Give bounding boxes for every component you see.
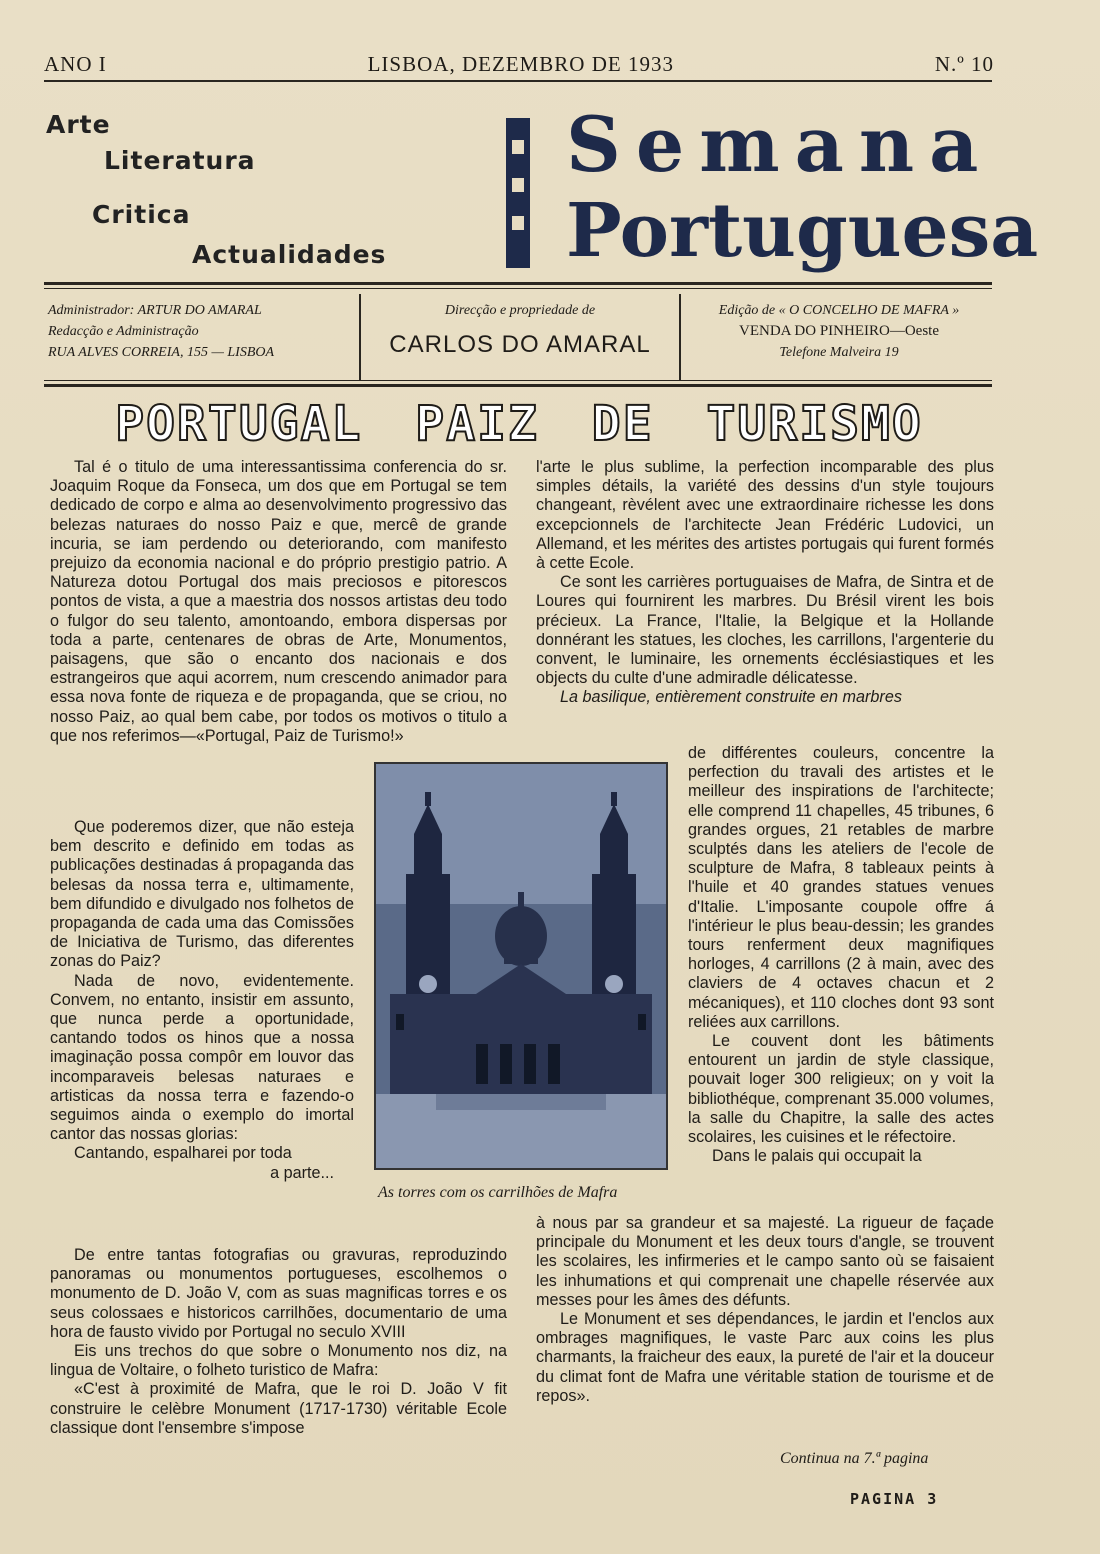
left-paragraph-6: Eis uns trechos do que sobre o Monumento nos diz, na lingua de Voltaire, o folheto turistico de Mafra: <box>50 1342 507 1380</box>
right-column-narrow <box>688 744 994 1166</box>
place-date: LISBOA, DEZEMBRO DE 1933 <box>367 52 674 76</box>
credits-divider-2 <box>679 294 681 380</box>
mafra-palace-image <box>376 764 666 1168</box>
issue-header <box>44 52 994 77</box>
masthead-rule-thin <box>44 288 992 289</box>
edition-phone: Telefone Malveira 19 <box>779 345 899 360</box>
direction-line: Direcção e propriedade de <box>444 303 596 318</box>
right-paragraph-5-start: Dans le palais qui occupait la <box>712 1147 922 1166</box>
header-rule <box>44 80 992 82</box>
category-literatura: Literatura <box>104 146 256 175</box>
right-paragraph-6: Le Monument et ses dépendances, le jardin et l'enclos aux ombrages magnifiques, le vaste Parc aux coins les plus charmants, la fraicheur des eaux, la pureté de l'air et la douceur du climat font de Mafra une véritable station de tourisme et de repos». <box>536 1310 994 1405</box>
issue-number: N.º 10 <box>934 52 994 76</box>
left-paragraph-2: Que poderemos dizer, que não esteja bem descrito e definido em todas as publicações destinadas á propaganda das belesas da nossa terra e, ultimamente, bem difundido e divulgado nos folhetos de propaganda de cada uma das Comissões de Iniciativa de Turismo, das diferentes zonas do Paiz? <box>50 818 354 971</box>
masthead-ornament-bar <box>506 118 530 268</box>
article-headline: PORTUGAL PAIZ DE TURISMO <box>115 396 923 452</box>
administrator-line: Administrador: ARTUR DO AMARAL <box>48 303 262 318</box>
left-column-bottom <box>50 1246 507 1438</box>
address-line: RUA ALVES CORREIA, 155 — LISBOA <box>48 345 275 360</box>
credits-administration <box>48 300 353 363</box>
right-paragraph-3-cont: de différentes couleurs, concentre la perfection du travali des artistes et le meilleur des inspirations de l'architecte; elle comprend 11 chapelles, 45 tribunes, 6 grandes orgues, 21 retables de marbre sculptés dans les ateliers de l'ecole de sculpture de Mafra, 8 tableaux peints à l'huile et 40 grandes statues venues d'Italie. L'imposante coupole offre á l'intérieur le plus beau-dessin; les grandes tours renferment deux magnifiques horloges, 4 carrillons (2 à main, avec des claviers de 4 octaves chacun et 2 mécaniques), et 110 cloches dont 93 sont reliées aux carrillons. <box>688 744 994 1031</box>
right-column-bottom <box>536 1214 994 1406</box>
left-paragraph-7: «C'est à proximité de Mafra, que le roi D. João V fit construire le celèbre Monument (1717-1730) véritable Ecole classique dont l'ensembre s'impose <box>50 1380 507 1437</box>
credits-rule-bottom <box>44 384 992 387</box>
left-column-top <box>50 458 507 746</box>
right-paragraph-2: Ce sont les carrières portuguaises de Mafra, de Sintra et de Loures qui fournirent les marbres. Du Brésil virent les bois précieux. La France, l'Italie, la Belgique et la Hollande donnérant les statues, les cloches, les carrillons, l'argenterie du convent, le luminaire, les ornements écclésiastiques et les objects du culte d'une admiradle délicatesse. <box>536 573 994 688</box>
credits-divider-1 <box>359 294 361 380</box>
right-paragraph-3-start: La basilique, entièrement construite en marbres <box>560 688 902 707</box>
mafra-towers-photo <box>374 762 668 1170</box>
credits-rule-thin <box>44 380 992 381</box>
verse-line-2: a parte... <box>270 1163 334 1182</box>
verse-line-1: Cantando, espalharei por toda <box>74 1144 292 1163</box>
category-actualidades: Actualidades <box>192 240 387 269</box>
left-column-narrow <box>50 818 354 1183</box>
redaction-line: Redacção e Administração <box>48 324 199 339</box>
category-critica: Critica <box>92 200 191 229</box>
masthead-rule-top <box>44 282 992 285</box>
edition-location: VENDA DO PINHEIRO—Oeste <box>739 323 939 339</box>
continued-note: Continua na 7.ª pagina <box>780 1450 929 1467</box>
left-paragraph-1: Tal é o titulo de uma interessantissima conferencia do sr. Joaquim Roque da Fonseca, um dos que em Portugal se tem dedicado de corpo e alma ao desenvolvimento progressivo das belezas naturaes do nosso Paiz e que, mercê de grande incuria, se iam perdendo ou deteriorando, com manifesto prejuizo da economia nacional e do próprio prestigio patrio. A Natureza dotou Portugal dos mais preciosos e pitorescos pontos de vista, a que a maestria dos nossos artistas deu todo o fulgor do seu talento, amontoando, embora dispersas por toda a parte, centenares de obras de Arte, Monumentos, paisagens, que são o encanto dos nacionais e dos estrangeiros que aqui acorrem, num crescendo animador para essa nova fonte de riqueza e de propaganda, que se criou, no nosso Paiz, ao qual bem cabe, por todos os motivos o titulo a que nos referimos—«Portugal, Paiz de Turismo!» <box>50 458 507 745</box>
left-paragraph-5: De entre tantas fotografias ou gravuras, reproduzindo panoramas ou monumentos portugueses, escolhemos o monumento de D. João V, com as suas magnificas torres e os seus colossaes e historicos carrilhões, documentario de uma hora de fausto vivido por Portugal no seculo XVIII <box>50 1246 507 1341</box>
photo-caption: As torres com os carrilhões de Mafra <box>378 1184 618 1201</box>
year-label: ANO I <box>44 52 107 76</box>
credits-edition <box>684 300 994 363</box>
right-paragraph-1: l'arte le plus sublime, la perfection incomparable des plus simples détails, la variété des dessins d'un style toujours changeant, rèvélent avec une extraordinaire richesse les dons excepcionnels de l'architecte Jean Frédéric Ludovici, un Allemand, et les mérites des artistes portugais qui furent formés à cette Ecole. <box>536 458 994 573</box>
category-arte: Arte <box>46 110 111 139</box>
masthead-portuguesa: Portuguesa <box>566 188 1039 274</box>
director-name: CARLOS DO AMARAL <box>389 331 651 358</box>
left-paragraph-3: Nada de novo, evidentemente. Convem, no entanto, insistir em assunto, que nunca perde a oportunidade, cantando todos os hinos que a nossa imaginação possa compôr em louvor das incomparaveis belesas naturaes e artisticas da nossa terra e fazendo-o seguimos ainda o exemplo do imortal cantor das nossas glorias: <box>50 971 354 1144</box>
right-paragraph-4: Le couvent dont les bâtiments entourent un jardin de style classique, pouvait loger 300 religieux; on y voit la bibliothéque, comprenant 35.000 volumes, la salle du Chapitre, la salle des actes scolaires, les cuisines et le réfectoire. <box>688 1032 994 1147</box>
edition-line: Edição de « O CONCELHO DE MAFRA » <box>718 303 960 318</box>
masthead-semana: Semana <box>566 100 994 189</box>
page-number: PAGINA 3 <box>850 1490 939 1508</box>
right-paragraph-5-cont: à nous par sa grandeur et sa majesté. La rigueur de façade principale du Monument et les deux tours d'angle, se trouvent les scolaires, les infirmeries et le campo santo où se faisaient les inhumations et qui comprenait une chapelle réservée aux messes pour les âmes des défunts. <box>536 1214 994 1309</box>
right-column-top <box>536 458 994 708</box>
credits-direction <box>362 300 678 359</box>
